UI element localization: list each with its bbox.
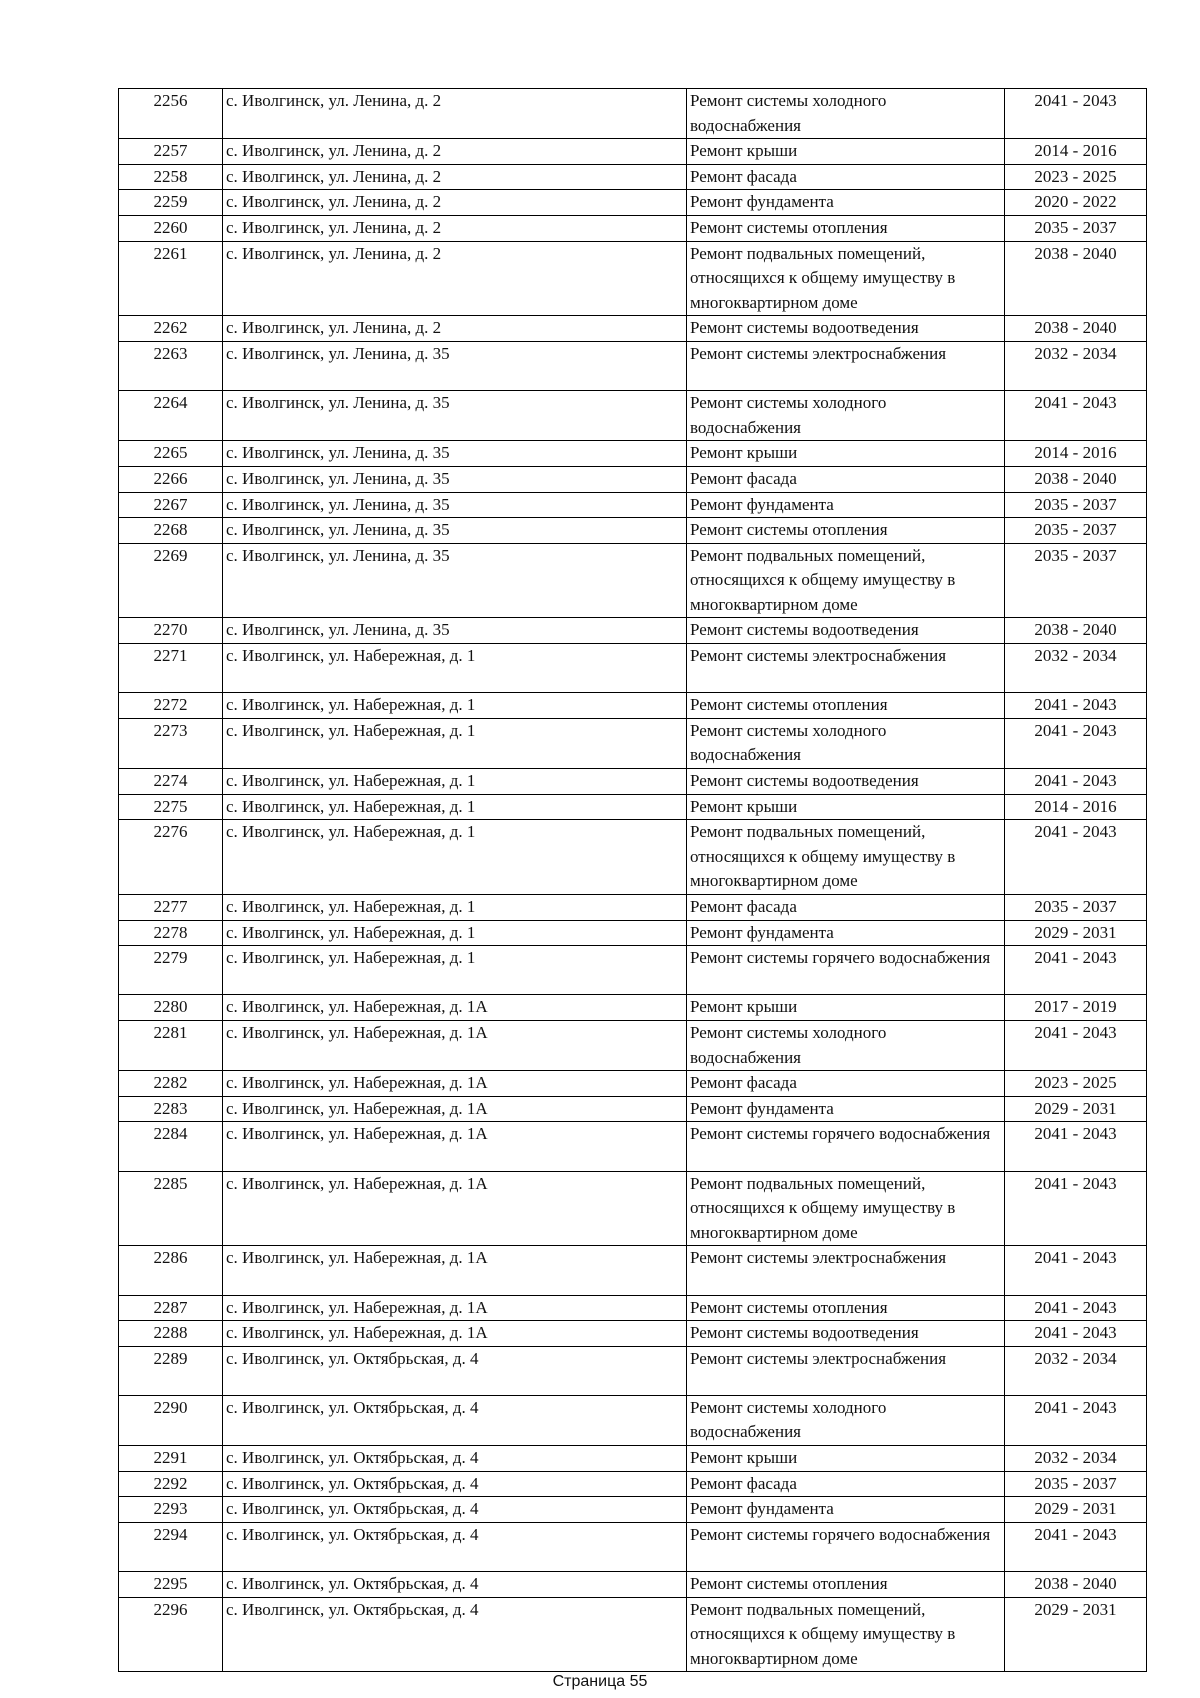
row-address: с. Иволгинск, ул. Ленина, д. 35 xyxy=(223,341,687,390)
row-number: 2267 xyxy=(119,492,223,518)
table-row xyxy=(119,718,1147,768)
row-address: с. Иволгинск, ул. Набережная, д. 1А xyxy=(223,1246,687,1295)
row-work-type: Ремонт крыши xyxy=(687,1446,1005,1472)
table-row xyxy=(119,644,1147,693)
row-number: 2276 xyxy=(119,820,223,895)
table-row xyxy=(119,139,1147,165)
row-number: 2279 xyxy=(119,946,223,995)
row-address: с. Иволгинск, ул. Ленина, д. 2 xyxy=(223,164,687,190)
row-period: 2041 - 2043 xyxy=(1005,693,1147,719)
row-address: с. Иволгинск, ул. Ленина, д. 35 xyxy=(223,391,687,441)
row-work-type: Ремонт системы холодного водоснабжения xyxy=(687,1020,1005,1070)
row-work-type: Ремонт фасада xyxy=(687,1471,1005,1497)
table-row xyxy=(119,1522,1147,1571)
table-row xyxy=(119,1321,1147,1347)
row-address: с. Иволгинск, ул. Набережная, д. 1А xyxy=(223,1071,687,1097)
row-address: с. Иволгинск, ул. Набережная, д. 1 xyxy=(223,693,687,719)
table-row xyxy=(119,89,1147,139)
table-row xyxy=(119,543,1147,618)
repair-schedule-table xyxy=(118,88,1147,1672)
row-number: 2258 xyxy=(119,164,223,190)
row-work-type: Ремонт фундамента xyxy=(687,1497,1005,1523)
row-period: 2014 - 2016 xyxy=(1005,139,1147,165)
row-period: 2041 - 2043 xyxy=(1005,820,1147,895)
row-number: 2284 xyxy=(119,1122,223,1171)
row-address: с. Иволгинск, ул. Ленина, д. 2 xyxy=(223,316,687,342)
row-work-type: Ремонт системы отопления xyxy=(687,1572,1005,1598)
row-number: 2293 xyxy=(119,1497,223,1523)
table-body xyxy=(119,89,1147,1672)
row-period: 2041 - 2043 xyxy=(1005,1020,1147,1070)
row-period: 2020 - 2022 xyxy=(1005,190,1147,216)
table-row xyxy=(119,1071,1147,1097)
row-work-type: Ремонт подвальных помещений, относящихся к общему имуществу в многоквартирном доме xyxy=(687,1171,1005,1246)
table-row xyxy=(119,1171,1147,1246)
row-number: 2273 xyxy=(119,718,223,768)
row-work-type: Ремонт подвальных помещений, относящихся к общему имуществу в многоквартирном доме xyxy=(687,820,1005,895)
row-period: 2041 - 2043 xyxy=(1005,1295,1147,1321)
row-address: с. Иволгинск, ул. Ленина, д. 2 xyxy=(223,190,687,216)
table-row xyxy=(119,316,1147,342)
row-number: 2281 xyxy=(119,1020,223,1070)
table-row xyxy=(119,1446,1147,1472)
row-number: 2285 xyxy=(119,1171,223,1246)
row-address: с. Иволгинск, ул. Октябрьская, д. 4 xyxy=(223,1446,687,1472)
row-period: 2035 - 2037 xyxy=(1005,1471,1147,1497)
table-row xyxy=(119,492,1147,518)
row-work-type: Ремонт системы отопления xyxy=(687,518,1005,544)
row-address: с. Иволгинск, ул. Набережная, д. 1 xyxy=(223,920,687,946)
table-row xyxy=(119,391,1147,441)
row-number: 2261 xyxy=(119,241,223,316)
table-row xyxy=(119,1096,1147,1122)
table-row xyxy=(119,693,1147,719)
row-work-type: Ремонт фундамента xyxy=(687,920,1005,946)
row-work-type: Ремонт системы отопления xyxy=(687,1295,1005,1321)
row-period: 2038 - 2040 xyxy=(1005,241,1147,316)
row-period: 2035 - 2037 xyxy=(1005,215,1147,241)
row-address: с. Иволгинск, ул. Набережная, д. 1 xyxy=(223,794,687,820)
table-row xyxy=(119,190,1147,216)
row-address: с. Иволгинск, ул. Ленина, д. 2 xyxy=(223,89,687,139)
row-number: 2287 xyxy=(119,1295,223,1321)
row-period: 2014 - 2016 xyxy=(1005,441,1147,467)
row-period: 2035 - 2037 xyxy=(1005,492,1147,518)
row-period: 2041 - 2043 xyxy=(1005,1395,1147,1445)
row-number: 2280 xyxy=(119,995,223,1021)
row-work-type: Ремонт крыши xyxy=(687,139,1005,165)
row-period: 2029 - 2031 xyxy=(1005,1497,1147,1523)
row-number: 2257 xyxy=(119,139,223,165)
table-row xyxy=(119,518,1147,544)
table-row xyxy=(119,1497,1147,1523)
row-period: 2041 - 2043 xyxy=(1005,89,1147,139)
row-period: 2032 - 2034 xyxy=(1005,644,1147,693)
row-period: 2023 - 2025 xyxy=(1005,164,1147,190)
row-work-type: Ремонт системы горячего водоснабжения xyxy=(687,1522,1005,1571)
row-period: 2041 - 2043 xyxy=(1005,718,1147,768)
row-period: 2041 - 2043 xyxy=(1005,391,1147,441)
row-address: с. Иволгинск, ул. Октябрьская, д. 4 xyxy=(223,1346,687,1395)
table-row xyxy=(119,164,1147,190)
row-number: 2271 xyxy=(119,644,223,693)
row-period: 2017 - 2019 xyxy=(1005,995,1147,1021)
row-address: с. Иволгинск, ул. Октябрьская, д. 4 xyxy=(223,1597,687,1672)
table-row xyxy=(119,1572,1147,1598)
row-period: 2041 - 2043 xyxy=(1005,1321,1147,1347)
table-row xyxy=(119,441,1147,467)
row-number: 2268 xyxy=(119,518,223,544)
row-address: с. Иволгинск, ул. Набережная, д. 1 xyxy=(223,718,687,768)
row-work-type: Ремонт подвальных помещений, относящихся к общему имуществу в многоквартирном доме xyxy=(687,1597,1005,1672)
row-number: 2290 xyxy=(119,1395,223,1445)
row-work-type: Ремонт системы водоотведения xyxy=(687,618,1005,644)
row-number: 2282 xyxy=(119,1071,223,1097)
row-address: с. Иволгинск, ул. Набережная, д. 1А xyxy=(223,1295,687,1321)
row-period: 2023 - 2025 xyxy=(1005,1071,1147,1097)
row-period: 2035 - 2037 xyxy=(1005,543,1147,618)
row-period: 2041 - 2043 xyxy=(1005,1122,1147,1171)
row-work-type: Ремонт системы электроснабжения xyxy=(687,341,1005,390)
row-work-type: Ремонт подвальных помещений, относящихся к общему имуществу в многоквартирном доме xyxy=(687,241,1005,316)
row-number: 2291 xyxy=(119,1446,223,1472)
row-work-type: Ремонт системы холодного водоснабжения xyxy=(687,89,1005,139)
row-address: с. Иволгинск, ул. Ленина, д. 35 xyxy=(223,441,687,467)
table-row xyxy=(119,618,1147,644)
row-work-type: Ремонт системы горячего водоснабжения xyxy=(687,946,1005,995)
row-period: 2029 - 2031 xyxy=(1005,1597,1147,1672)
row-address: с. Иволгинск, ул. Октябрьская, д. 4 xyxy=(223,1572,687,1598)
table-row xyxy=(119,215,1147,241)
row-address: с. Иволгинск, ул. Набережная, д. 1А xyxy=(223,1321,687,1347)
row-address: с. Иволгинск, ул. Набережная, д. 1А xyxy=(223,1171,687,1246)
row-work-type: Ремонт фасада xyxy=(687,164,1005,190)
row-number: 2286 xyxy=(119,1246,223,1295)
row-work-type: Ремонт системы холодного водоснабжения xyxy=(687,718,1005,768)
row-number: 2264 xyxy=(119,391,223,441)
row-address: с. Иволгинск, ул. Набережная, д. 1 xyxy=(223,644,687,693)
row-work-type: Ремонт фасада xyxy=(687,466,1005,492)
row-number: 2292 xyxy=(119,1471,223,1497)
table-row xyxy=(119,895,1147,921)
table-row xyxy=(119,1597,1147,1672)
table-row xyxy=(119,1246,1147,1295)
row-address: с. Иволгинск, ул. Октябрьская, д. 4 xyxy=(223,1471,687,1497)
row-period: 2032 - 2034 xyxy=(1005,1446,1147,1472)
row-address: с. Иволгинск, ул. Набережная, д. 1А xyxy=(223,1096,687,1122)
row-work-type: Ремонт системы электроснабжения xyxy=(687,1346,1005,1395)
row-period: 2035 - 2037 xyxy=(1005,518,1147,544)
row-work-type: Ремонт системы водоотведения xyxy=(687,1321,1005,1347)
table-row xyxy=(119,946,1147,995)
row-work-type: Ремонт фундамента xyxy=(687,1096,1005,1122)
row-number: 2256 xyxy=(119,89,223,139)
row-number: 2263 xyxy=(119,341,223,390)
table-row xyxy=(119,341,1147,390)
row-period: 2032 - 2034 xyxy=(1005,341,1147,390)
row-work-type: Ремонт системы водоотведения xyxy=(687,316,1005,342)
row-number: 2275 xyxy=(119,794,223,820)
row-period: 2038 - 2040 xyxy=(1005,618,1147,644)
row-period: 2041 - 2043 xyxy=(1005,769,1147,795)
row-work-type: Ремонт системы электроснабжения xyxy=(687,1246,1005,1295)
row-address: с. Иволгинск, ул. Ленина, д. 2 xyxy=(223,215,687,241)
table-row xyxy=(119,769,1147,795)
row-number: 2283 xyxy=(119,1096,223,1122)
table-row xyxy=(119,794,1147,820)
row-number: 2260 xyxy=(119,215,223,241)
row-address: с. Иволгинск, ул. Ленина, д. 35 xyxy=(223,543,687,618)
row-work-type: Ремонт фундамента xyxy=(687,190,1005,216)
table-row xyxy=(119,241,1147,316)
row-number: 2272 xyxy=(119,693,223,719)
row-number: 2278 xyxy=(119,920,223,946)
row-address: с. Иволгинск, ул. Набережная, д. 1 xyxy=(223,820,687,895)
row-address: с. Иволгинск, ул. Набережная, д. 1 xyxy=(223,895,687,921)
row-work-type: Ремонт системы водоотведения xyxy=(687,769,1005,795)
row-number: 2266 xyxy=(119,466,223,492)
row-work-type: Ремонт системы отопления xyxy=(687,215,1005,241)
row-work-type: Ремонт фасада xyxy=(687,1071,1005,1097)
row-work-type: Ремонт фундамента xyxy=(687,492,1005,518)
row-work-type: Ремонт системы холодного водоснабжения xyxy=(687,1395,1005,1445)
row-work-type: Ремонт системы электроснабжения xyxy=(687,644,1005,693)
table-row xyxy=(119,1295,1147,1321)
row-number: 2269 xyxy=(119,543,223,618)
row-period: 2029 - 2031 xyxy=(1005,920,1147,946)
table-row xyxy=(119,995,1147,1021)
row-period: 2014 - 2016 xyxy=(1005,794,1147,820)
page-number: Страница 55 xyxy=(552,1673,648,1690)
row-period: 2029 - 2031 xyxy=(1005,1096,1147,1122)
row-address: с. Иволгинск, ул. Ленина, д. 35 xyxy=(223,518,687,544)
row-number: 2296 xyxy=(119,1597,223,1672)
row-address: с. Иволгинск, ул. Набережная, д. 1 xyxy=(223,769,687,795)
row-period: 2035 - 2037 xyxy=(1005,895,1147,921)
row-work-type: Ремонт системы отопления xyxy=(687,693,1005,719)
table-row xyxy=(119,1122,1147,1171)
row-period: 2032 - 2034 xyxy=(1005,1346,1147,1395)
row-address: с. Иволгинск, ул. Ленина, д. 35 xyxy=(223,466,687,492)
row-period: 2038 - 2040 xyxy=(1005,1572,1147,1598)
row-number: 2294 xyxy=(119,1522,223,1571)
row-address: с. Иволгинск, ул. Ленина, д. 2 xyxy=(223,241,687,316)
row-period: 2038 - 2040 xyxy=(1005,316,1147,342)
row-number: 2259 xyxy=(119,190,223,216)
row-work-type: Ремонт крыши xyxy=(687,441,1005,467)
row-number: 2262 xyxy=(119,316,223,342)
row-number: 2270 xyxy=(119,618,223,644)
table-row xyxy=(119,820,1147,895)
row-work-type: Ремонт подвальных помещений, относящихся к общему имуществу в многоквартирном доме xyxy=(687,543,1005,618)
row-address: с. Иволгинск, ул. Октябрьская, д. 4 xyxy=(223,1522,687,1571)
table-row xyxy=(119,1020,1147,1070)
row-period: 2041 - 2043 xyxy=(1005,1522,1147,1571)
row-period: 2041 - 2043 xyxy=(1005,946,1147,995)
row-work-type: Ремонт системы холодного водоснабжения xyxy=(687,391,1005,441)
row-number: 2265 xyxy=(119,441,223,467)
table-row xyxy=(119,1471,1147,1497)
row-address: с. Иволгинск, ул. Ленина, д. 35 xyxy=(223,618,687,644)
row-number: 2295 xyxy=(119,1572,223,1598)
row-work-type: Ремонт крыши xyxy=(687,794,1005,820)
row-work-type: Ремонт системы горячего водоснабжения xyxy=(687,1122,1005,1171)
row-address: с. Иволгинск, ул. Октябрьская, д. 4 xyxy=(223,1497,687,1523)
row-address: с. Иволгинск, ул. Ленина, д. 35 xyxy=(223,492,687,518)
row-number: 2277 xyxy=(119,895,223,921)
row-address: с. Иволгинск, ул. Набережная, д. 1 xyxy=(223,946,687,995)
row-address: с. Иволгинск, ул. Набережная, д. 1А xyxy=(223,1122,687,1171)
row-work-type: Ремонт фасада xyxy=(687,895,1005,921)
row-address: с. Иволгинск, ул. Ленина, д. 2 xyxy=(223,139,687,165)
row-period: 2041 - 2043 xyxy=(1005,1171,1147,1246)
table-row xyxy=(119,1395,1147,1445)
row-number: 2274 xyxy=(119,769,223,795)
table-row xyxy=(119,466,1147,492)
row-number: 2288 xyxy=(119,1321,223,1347)
row-period: 2041 - 2043 xyxy=(1005,1246,1147,1295)
table-row xyxy=(119,920,1147,946)
row-address: с. Иволгинск, ул. Октябрьская, д. 4 xyxy=(223,1395,687,1445)
row-period: 2038 - 2040 xyxy=(1005,466,1147,492)
row-address: с. Иволгинск, ул. Набережная, д. 1А xyxy=(223,995,687,1021)
table-row xyxy=(119,1346,1147,1395)
row-number: 2289 xyxy=(119,1346,223,1395)
row-work-type: Ремонт крыши xyxy=(687,995,1005,1021)
row-address: с. Иволгинск, ул. Набережная, д. 1А xyxy=(223,1020,687,1070)
